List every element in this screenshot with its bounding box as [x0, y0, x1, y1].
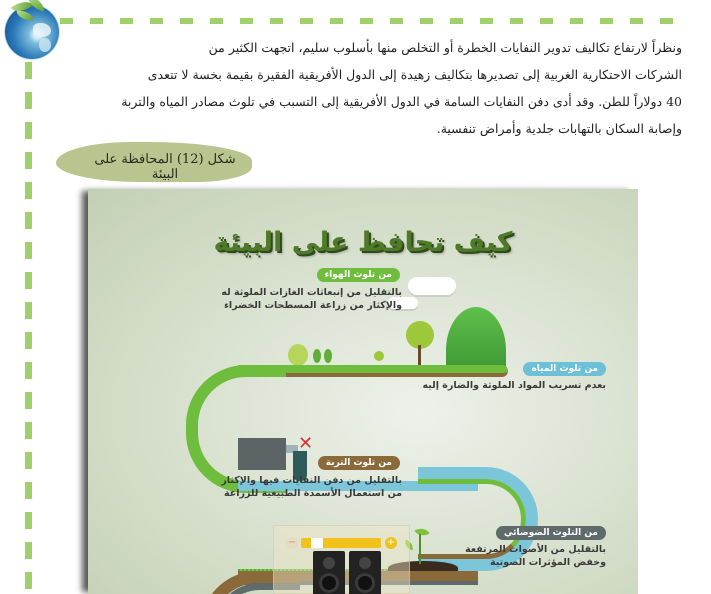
desc-line: بالتقليل من دفن النفايات فيها والإكثار	[221, 475, 402, 486]
section-label-air: من تلوث الهواء	[317, 268, 400, 282]
paragraph-line: الشركات الاحتكارية الغربية إلى تصديرها بتكاليف زهيدة إلى الدول الأفريقية الفقيرة بقيمة بخسة لا تتعدى	[147, 67, 682, 82]
speaker-icon	[313, 551, 345, 594]
volume-slider	[301, 538, 381, 548]
section-desc-air	[221, 286, 402, 312]
paragraph-line: ونظراً لارتفاع تكاليف تدوير النفايات الخطرة أو التخلص منها بأسلوب سليم، اتجهت الكثير من	[208, 40, 682, 55]
cloud-icon	[408, 277, 456, 295]
section-label-noise: من التلوث الضوضائي	[496, 526, 606, 540]
tree-icon	[324, 349, 332, 363]
paragraph-line: 40 دولاراً للطن. وقد أدى دفن النفايات السامة في الدول الأفريقية إلى التسبب في تلوث مصادر المياه والتربة	[121, 94, 682, 109]
section-desc-noise	[465, 543, 606, 569]
globe-landmass	[39, 38, 51, 52]
figure-caption: شكل (12) المحافظة على البيئة	[94, 152, 236, 182]
desc-line: بالتقليل من إنبعاثات الغازات الملوثة له	[221, 287, 402, 298]
section-label-water: من تلوث المياه	[523, 362, 606, 376]
desc-line: من استعمال الأسمدة الطبيعية للزراعة	[224, 488, 402, 499]
desc-line: والإكثار من زراعة المسطحات الخضراء	[224, 300, 402, 311]
wind-turbine-hill-icon	[446, 307, 506, 369]
tree-icon	[374, 351, 384, 361]
tree-icon	[313, 349, 321, 363]
environment-infographic	[88, 189, 638, 594]
infographic-title: كيف تحافظ على البيئة	[213, 227, 513, 258]
top-dashed-border	[60, 18, 678, 24]
volume-knob	[311, 538, 323, 548]
globe-icon	[5, 5, 59, 59]
body-paragraph	[70, 34, 682, 142]
section-desc-water	[422, 379, 606, 392]
prohibited-x-icon: ✕	[298, 433, 314, 454]
left-dashed-border	[25, 62, 32, 594]
desc-line: بعدم تسريب المواد الملوثة والضارة إليه	[422, 380, 606, 391]
desc-line: بالتقليل من الأصوات المرتفعة	[465, 544, 606, 555]
speaker-icon	[349, 551, 381, 594]
desc-line: وخفض المؤثرات الصوتية	[490, 557, 606, 568]
tree-icon	[288, 344, 308, 366]
volume-minus-icon: −	[287, 537, 297, 548]
paragraph-line: وإصابة السكان بالتهابات جلدية وأمراض تنفسية.	[436, 121, 682, 136]
section-label-soil: من تلوث التربة	[318, 456, 400, 470]
factory-icon	[238, 438, 286, 470]
globe-landmass	[33, 23, 51, 37]
section-desc-soil	[221, 474, 402, 500]
road-stem	[419, 534, 421, 564]
tree-trunk	[418, 345, 421, 367]
volume-plus-icon: +	[386, 537, 396, 548]
